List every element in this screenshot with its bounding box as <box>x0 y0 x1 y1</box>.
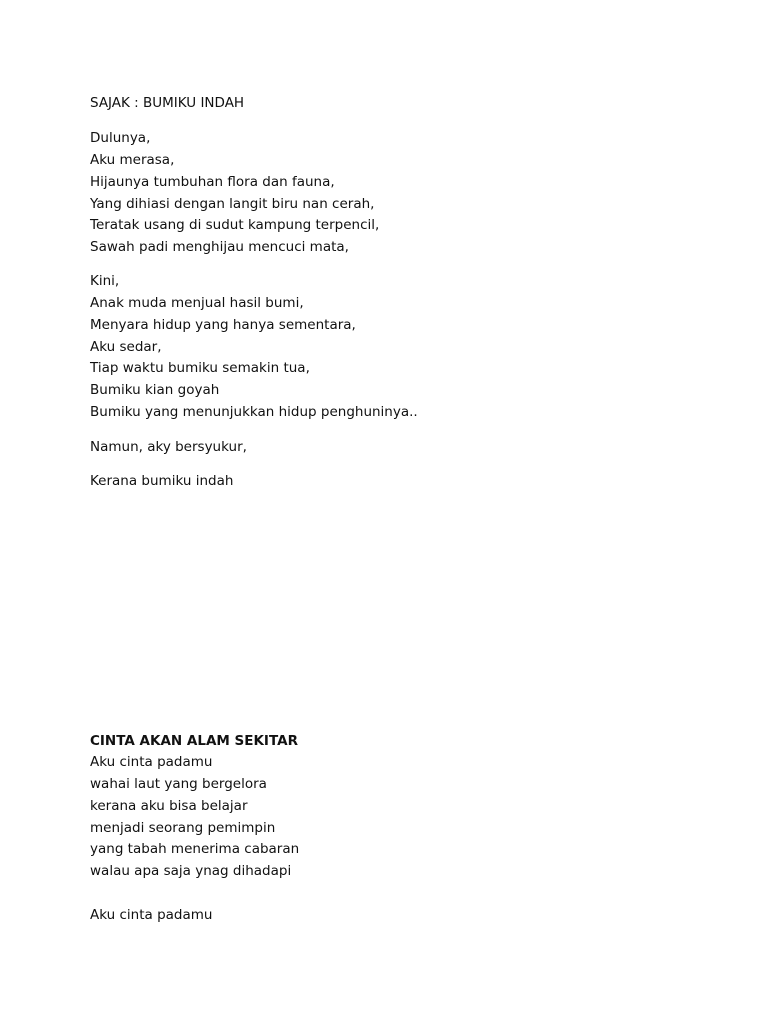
poem1-stanza2-line: Bumiku yang menunjukkan hidup penghuninya.. <box>90 404 418 420</box>
poem1-stanza2-line: Bumiku kian goyah <box>90 382 220 398</box>
poem1-stanza3-line: Namun, aky bersyukur, <box>90 439 247 455</box>
poem2-stanza1-line: menjadi seorang pemimpin <box>90 820 276 836</box>
poem2-stanza1-line: kerana aku bisa belajar <box>90 798 248 814</box>
poem2-stanza1-line: Aku cinta padamu <box>90 754 213 770</box>
poem1-stanza1-line: Teratak usang di sudut kampung terpencil, <box>90 217 380 233</box>
poem2-stanza1-line: walau apa saja ynag dihadapi <box>90 863 292 879</box>
poem1-stanza1-line: Sawah padi menghijau mencuci mata, <box>90 239 349 255</box>
poem1-stanza2-line: Kini, <box>90 273 120 289</box>
poem1-stanza1-line: Hijaunya tumbuhan flora dan fauna, <box>90 174 335 190</box>
poem1-stanza2-line: Tiap waktu bumiku semakin tua, <box>90 360 310 376</box>
poem1-stanza1-line: Dulunya, <box>90 130 151 146</box>
poem1-stanza4-line: Kerana bumiku indah <box>90 473 234 489</box>
poem2-stanza1-line: wahai laut yang bergelora <box>90 776 267 792</box>
poem1-stanza1-line: Aku merasa, <box>90 152 175 168</box>
poem1-stanza2-line: Menyara hidup yang hanya sementara, <box>90 317 356 333</box>
poem1-stanza2-line: Aku sedar, <box>90 339 162 355</box>
poem1-stanza1-line: Yang dihiasi dengan langit biru nan cerah, <box>90 196 375 212</box>
poem2-stanza2-line: Aku cinta padamu <box>90 907 213 923</box>
poem1-stanza2-line: Anak muda menjual hasil bumi, <box>90 295 304 311</box>
poem2-stanza1-line: yang tabah menerima cabaran <box>90 841 300 857</box>
poem1-title: SAJAK : BUMIKU INDAH <box>90 95 245 111</box>
poem2-title: CINTA AKAN ALAM SEKITAR <box>90 733 298 749</box>
